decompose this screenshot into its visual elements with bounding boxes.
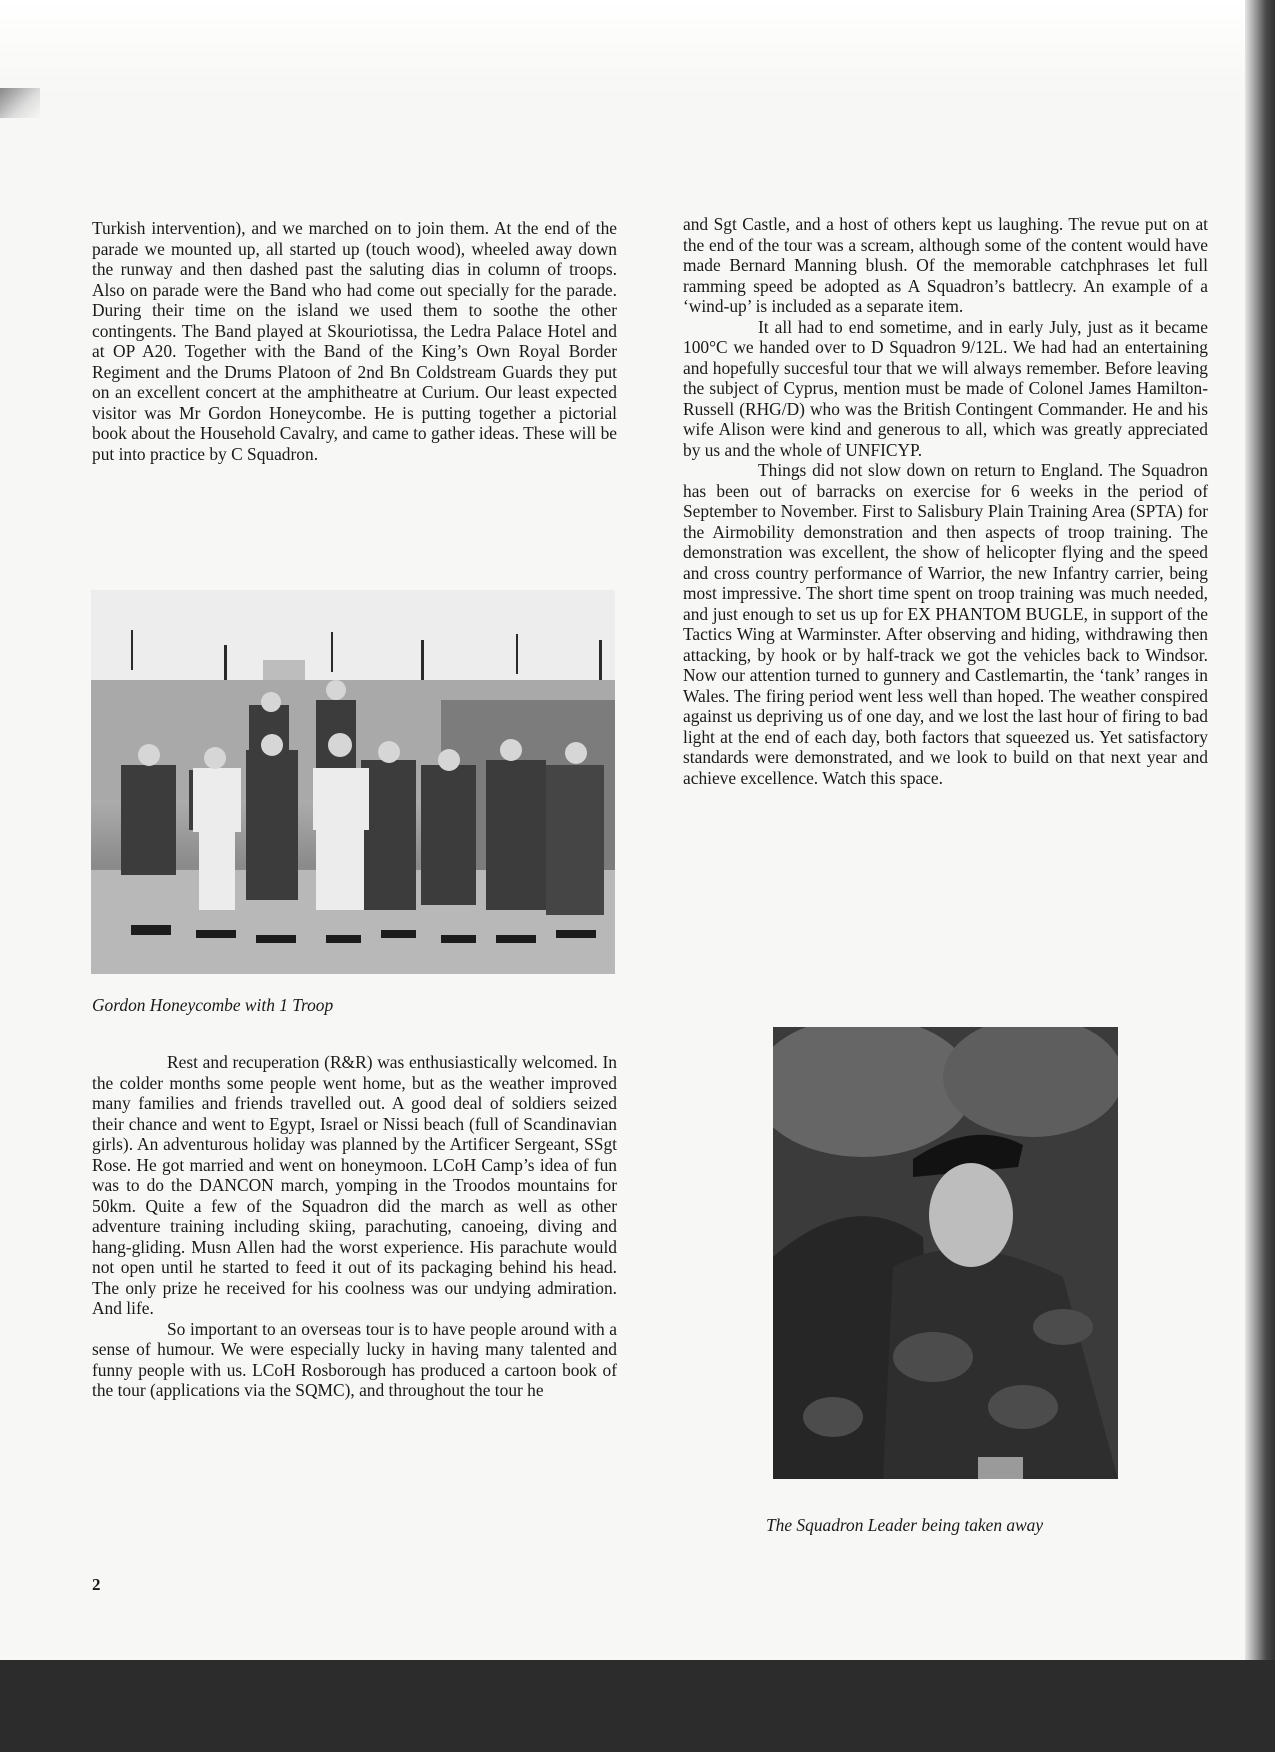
troop-photo-illustration <box>91 590 615 974</box>
troop-photo-caption: Gordon Honeycombe with 1 Troop <box>92 995 334 1015</box>
squadron-leader-photo <box>773 1027 1118 1479</box>
paragraph: Turkish intervention), and we marched on to join them. At the end of the parade we mounted up, all started up (touch wood), wheeled away down the runway and then dashed past the saluting dias in column of troops. Also on parade were the Band who had come out specially for the parade. During their time on the island we used them to soothe the other contingents. The Band played at Skouriotissa, the Ledra Palace Hotel and at OP A20. Together with the Band of the King’s Own Royal Border Regiment and the Drums Platoon of 2nd Bn Coldstream Guards they put on an excellent concert at the amphitheatre at Curium. Our least expected visitor was Mr Gordon Honeycombe. He is putting together a pictorial book about the Household Cavalry, and came to gather ideas. These will be put into practice by C Squadron. <box>92 218 617 464</box>
paragraph: Rest and recuperation (R&R) was enthusiastically welcomed. In the colder months some people went home, but as the weather improved many families and friends travelled out. A good deal of soldiers seized their chance and went to Egypt, Israel or Nissi beach (full of Scandinavian girls). An adventurous holiday was planned by the Artificer Sergeant, SSgt Rose. He got married and went on honeymoon. LCoH Camp’s idea of fun was to do the DANCON march, yomping in the Troodos mountains for 50km. Quite a few of the Squadron did the march as well as other adventure training including skiing, parachuting, canoeing, diving and hang-gliding. Musn Allen had the worst experience. His parachute would not open until he started to feed it out of its packaging behind his head. The only prize he received for his coolness was our undying admiration. And life. <box>92 1052 617 1318</box>
right-column <box>683 214 1208 788</box>
scan-corner-shadow <box>0 88 40 118</box>
page-number: 2 <box>92 1575 101 1594</box>
top-margin <box>0 0 1275 95</box>
paragraph: So important to an overseas tour is to have people around with a sense of humour. We were especially lucky in having many talented and funny people with us. LCoH Rosborough has produced a cartoon book of the tour (applications via the SQMC), and throughout the tour he <box>92 1318 617 1400</box>
paragraph: It all had to end sometime, and in early July, just as it became 100°C we handed over to D Squadron 9/12L. We had had an entertaining and hopefully succesful tour that we will always remember. Before leaving the subject of Cyprus, mention must be made of Colonel James Hamilton-Russell (RHG/D) who was the British Contingent Commander. He and his wife Alison were kind and generous to all, which was greatly appreciated by us and the whole of UNFICYP. <box>683 316 1208 460</box>
troop-photo <box>91 590 615 974</box>
paragraph: and Sgt Castle, and a host of others kept us laughing. The revue put on at the end of the tour was a scream, although some of the content would have made Bernard Manning blush. Of the memorable catchphrases let full ramming speed be adopted as A Squadron’s battlecry. An example of a ‘wind-up’ is included as a separate item. <box>683 214 1208 316</box>
scan-bottom-band <box>0 1660 1275 1752</box>
squadron-leader-photo-illustration <box>773 1027 1118 1479</box>
left-column-bottom <box>92 1052 617 1401</box>
squadron-leader-photo-caption: The Squadron Leader being taken away <box>766 1515 1044 1535</box>
binding-spine-shadow <box>1245 0 1275 1660</box>
paragraph: Things did not slow down on return to England. The Squadron has been out of barracks on exercise for 6 weeks in the period of September to November. First to Salisbury Plain Training Area (SPTA) for the Airmobility demonstration and then aspects of troop training. The demonstration was excellent, the show of helicopter flying and the speed and cross country performance of Warrior, the new Infantry carrier, being most impressive. The short time spent on troop training was much needed, and just enough to set us up for EX PHANTOM BUGLE, in support of the Tactics Wing at Warminster. After observing and hiding, withdrawing then attacking, by hook or by half-track we got the vehicles back to Windsor. Now our attention turned to gunnery and Castlemartin, the ‘tank’ ranges in Wales. The firing period went less well than hoped. The weather conspired against us depriving us of one day, and we lost the last hour of firing to bad light at the end of each day, both factors that squeezed us. Yet satisfactory standards were demonstrated, and we look to build on that next year and achieve excellence. Watch this space. <box>683 460 1208 788</box>
left-column-top <box>92 218 617 464</box>
